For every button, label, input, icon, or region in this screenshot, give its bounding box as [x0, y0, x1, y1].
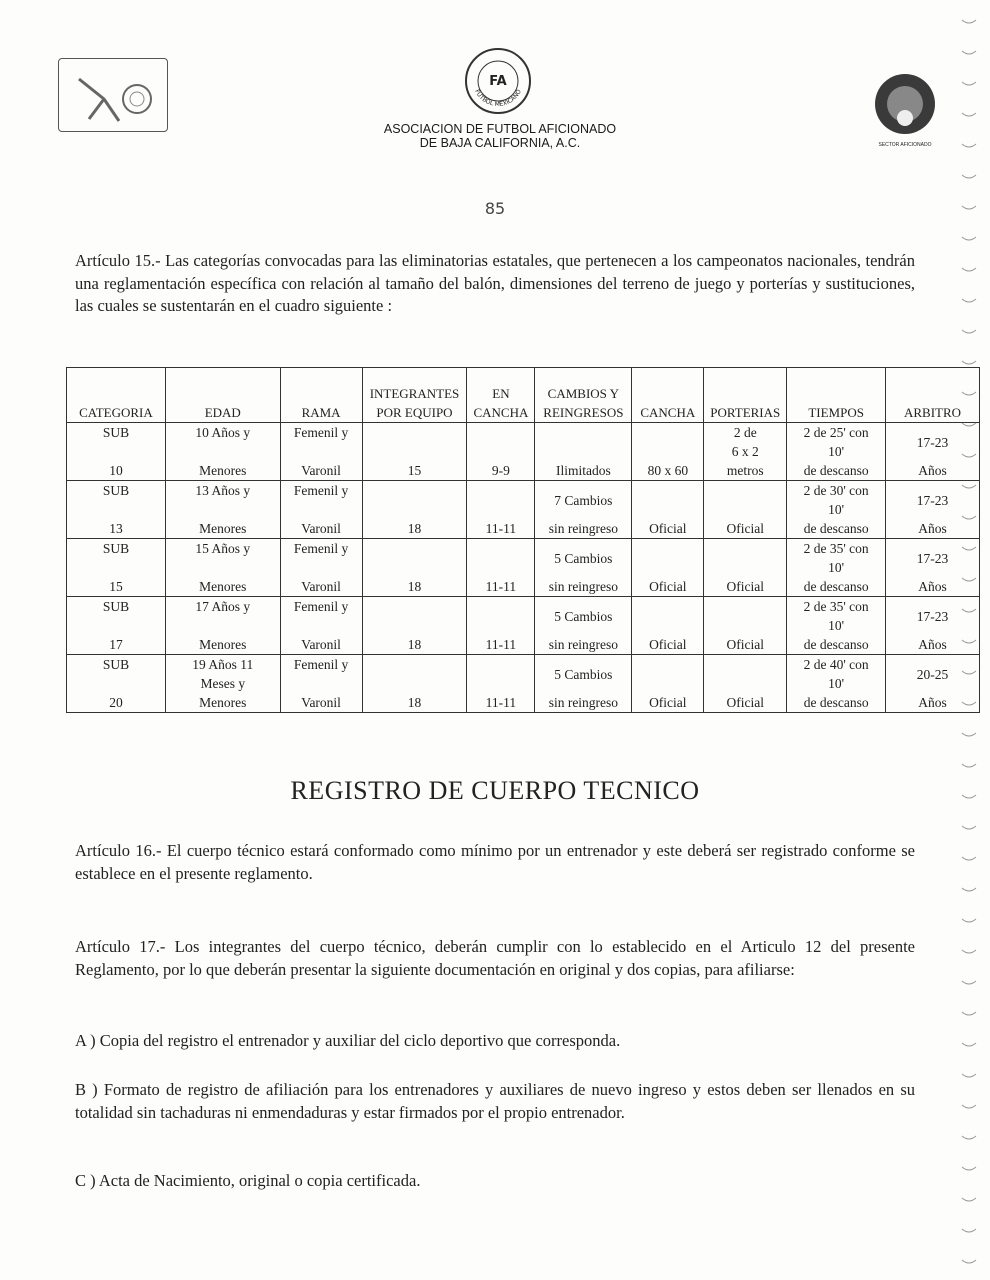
org-name-line2: DE BAJA CALIFORNIA, A.C.	[419, 136, 581, 150]
cell-line: Oficial	[726, 637, 764, 652]
cell-line: Oficial	[726, 579, 764, 594]
binding-mark	[962, 578, 976, 581]
article-15-label: Artículo 15.-	[75, 251, 161, 270]
cell-line: 17-23	[916, 550, 949, 566]
cell-line: Femenil y	[293, 483, 349, 498]
center-logo-text-path: FUTBOL MEXICANO	[473, 88, 523, 109]
cell-line: 17-23	[916, 492, 949, 508]
cell-cat	[67, 481, 166, 539]
table-row	[67, 423, 980, 481]
cell-porterias	[704, 597, 787, 655]
cell-rama	[280, 597, 362, 655]
binding-marks	[958, 0, 980, 1280]
cell-tiempos	[787, 655, 886, 713]
cell-line: sin reingreso	[548, 521, 619, 536]
cell-line: Oficial	[726, 521, 764, 536]
article-15	[75, 250, 915, 318]
cell-line: Menores	[199, 521, 247, 536]
cell-value: 11-11	[485, 579, 517, 594]
column-header	[165, 368, 280, 423]
cell-line: de descanso	[803, 695, 869, 710]
cell-line: de descanso	[803, 521, 869, 536]
cell-value: 9-9	[491, 463, 510, 478]
binding-mark	[962, 361, 976, 364]
cell-line: Femenil y	[293, 599, 349, 614]
cell-cambios	[535, 481, 632, 539]
org-name-line1: ASOCIACION DE FUTBOL AFICIONADO	[383, 122, 617, 136]
table-header-row	[67, 368, 980, 423]
binding-mark	[962, 1074, 976, 1077]
cell-integrantes	[362, 597, 467, 655]
page-number: 85	[484, 199, 506, 218]
binding-mark	[962, 51, 976, 54]
cell-value: 80 x 60	[647, 463, 689, 478]
binding-mark	[962, 888, 976, 891]
binding-mark	[962, 82, 976, 85]
binding-mark	[962, 1043, 976, 1046]
article-16-label: Artículo 16.-	[75, 841, 162, 860]
table-row	[67, 481, 980, 539]
cell-line: 17-23	[916, 434, 949, 450]
cell-line: 10'	[828, 502, 845, 517]
cell-line: 13 Años y	[195, 483, 251, 498]
binding-mark	[962, 1229, 976, 1232]
cell-value: Oficial	[649, 637, 687, 652]
cell-rama	[280, 423, 362, 481]
binding-mark	[962, 764, 976, 767]
column-header-line: INTEGRANTES	[369, 386, 460, 401]
cell-line: 15	[109, 579, 123, 594]
cell-line: SUB	[102, 541, 130, 556]
cell-cancha	[632, 481, 704, 539]
cell-line: Años	[918, 463, 947, 478]
cell-rama	[280, 539, 362, 597]
table-row	[67, 539, 980, 597]
cell-value: 18	[407, 521, 422, 536]
article-15-text: Las categorías convocadas para las eliminatorias estatales, que pertenecen a los campeonatos nacionales, tendrán una reglamentación específica con relación al tamaño del balón, dimensiones del terreno de juego y porterías y sustituciones, las cuales se sustentarán en el cuadro siguiente :	[75, 251, 916, 315]
article-16-text: El cuerpo técnico estará conformado como mínimo por un entrenador y este deberá ser registrado conforme se establece en el presente reglamento.	[75, 841, 915, 883]
cell-line: de descanso	[803, 463, 869, 478]
cell-cambios	[535, 597, 632, 655]
cell-rama	[280, 655, 362, 713]
cell-edad	[165, 481, 280, 539]
cell-line: 2 de	[733, 425, 757, 440]
right-logo	[868, 68, 942, 150]
cell-line: Años	[918, 695, 947, 710]
cell-line: 10 Años y	[195, 425, 251, 440]
cell-line: Varonil	[301, 637, 341, 652]
cell-line: 17 Años y	[195, 599, 251, 614]
article-16	[75, 840, 915, 885]
eagle-crest-icon	[870, 68, 940, 138]
binding-mark	[962, 299, 976, 302]
cell-line: SUB	[102, 657, 130, 672]
cell-line: 10'	[828, 444, 845, 459]
left-logo	[58, 58, 168, 132]
column-header	[280, 368, 362, 423]
section-title: REGISTRO DE CUERPO TECNICO	[290, 776, 700, 805]
column-header-line: ARBITRO	[904, 405, 962, 420]
cell-line: 15 Años y	[195, 541, 251, 556]
cell-line: metros	[726, 463, 764, 478]
cell-line: 7 Cambios	[554, 492, 613, 508]
binding-mark	[962, 1105, 976, 1108]
article-17-label: Artículo 17.-	[75, 937, 166, 956]
cell-porterias	[704, 423, 787, 481]
cell-line: 10'	[828, 618, 845, 633]
binding-mark	[962, 919, 976, 922]
column-header-line: REINGRESOS	[543, 405, 624, 420]
cell-line: 2 de 40' con	[803, 657, 869, 672]
cell-value: 18	[407, 695, 422, 710]
binding-mark	[962, 423, 976, 426]
binding-mark	[962, 330, 976, 333]
cell-line: 10'	[828, 676, 845, 691]
binding-mark	[962, 1012, 976, 1015]
cell-edad	[165, 539, 280, 597]
binding-mark	[962, 1260, 976, 1263]
binding-mark	[962, 1198, 976, 1201]
cell-value: 11-11	[485, 695, 517, 710]
cell-line: 20-25	[916, 666, 949, 682]
binding-mark	[962, 547, 976, 550]
cell-line: 5 Cambios	[554, 608, 613, 624]
cell-line: Varonil	[301, 521, 341, 536]
cell-en-cancha	[467, 539, 535, 597]
column-header-line: EDAD	[204, 405, 241, 420]
cell-line: Años	[918, 637, 947, 652]
cell-line: 5 Cambios	[554, 666, 613, 682]
cell-line: 2 de 30' con	[803, 483, 869, 498]
cell-line: sin reingreso	[548, 579, 619, 594]
cell-value: 18	[407, 637, 422, 652]
column-header-line: CATEGORIA	[79, 405, 153, 420]
table-row	[67, 655, 980, 713]
column-header-line: CAMBIOS Y	[547, 386, 620, 401]
cell-en-cancha	[467, 423, 535, 481]
binding-mark	[962, 175, 976, 178]
cell-line: Oficial	[726, 695, 764, 710]
cell-tiempos	[787, 481, 886, 539]
cell-cancha	[632, 423, 704, 481]
column-header	[704, 368, 787, 423]
cell-line: de descanso	[803, 579, 869, 594]
binding-mark	[962, 206, 976, 209]
cell-cambios	[535, 655, 632, 713]
cell-integrantes	[362, 539, 467, 597]
binding-mark	[962, 20, 976, 23]
binding-mark	[962, 702, 976, 705]
item-c	[75, 1170, 915, 1193]
cell-en-cancha	[467, 655, 535, 713]
binding-mark	[962, 1167, 976, 1170]
cell-line: Menores	[199, 695, 247, 710]
column-header-line: EN	[492, 386, 510, 401]
cell-line: 10'	[828, 560, 845, 575]
column-header-line: CANCHA	[640, 405, 696, 420]
cell-line: 2 de 25' con	[803, 425, 869, 440]
cell-value: Oficial	[649, 521, 687, 536]
cell-value: Oficial	[649, 695, 687, 710]
cell-value: 15	[407, 463, 422, 478]
item-c-text: Acta de Nacimiento, original o copia certificada.	[95, 1171, 421, 1190]
cell-line: Varonil	[301, 463, 341, 478]
cell-line: 13	[109, 521, 123, 536]
binding-mark	[962, 237, 976, 240]
cell-porterias	[704, 481, 787, 539]
center-logo-text	[473, 88, 523, 108]
binding-mark	[962, 671, 976, 674]
cell-cambios	[535, 423, 632, 481]
cell-line: SUB	[102, 483, 130, 498]
binding-mark	[962, 733, 976, 736]
cell-value: 18	[407, 579, 422, 594]
cell-value: 11-11	[485, 521, 517, 536]
cell-line: Femenil y	[293, 657, 349, 672]
cell-integrantes	[362, 481, 467, 539]
binding-mark	[962, 454, 976, 457]
binding-mark	[962, 609, 976, 612]
cell-tiempos	[787, 597, 886, 655]
cell-line: Años	[918, 521, 947, 536]
binding-mark	[962, 516, 976, 519]
cell-line: 19 Años 11	[192, 657, 254, 672]
column-header	[362, 368, 467, 423]
cell-line: Menores	[199, 463, 247, 478]
cell-line: Menores	[199, 637, 247, 652]
cell-tiempos	[787, 423, 886, 481]
cell-rama	[280, 481, 362, 539]
binding-mark	[962, 113, 976, 116]
binding-mark	[962, 826, 976, 829]
cell-line: Ilimitados	[556, 463, 611, 478]
cell-value: 11-11	[485, 637, 517, 652]
cell-line: Femenil y	[293, 541, 349, 556]
item-a-label: A )	[75, 1031, 96, 1050]
cell-line: sin reingreso	[548, 637, 619, 652]
cell-line: Varonil	[301, 695, 341, 710]
cell-en-cancha	[467, 481, 535, 539]
column-header	[67, 368, 166, 423]
column-header	[632, 368, 704, 423]
binding-mark	[962, 857, 976, 860]
cell-porterias	[704, 655, 787, 713]
column-header	[787, 368, 886, 423]
column-header	[535, 368, 632, 423]
cell-line: 17-23	[916, 608, 949, 624]
item-c-label: C )	[75, 1171, 96, 1190]
cell-cat	[67, 539, 166, 597]
cell-edad	[165, 655, 280, 713]
binding-mark	[962, 392, 976, 395]
cell-line: SUB	[102, 425, 130, 440]
column-header	[467, 368, 535, 423]
binding-mark	[962, 144, 976, 147]
cell-integrantes	[362, 423, 467, 481]
cell-en-cancha	[467, 597, 535, 655]
cell-line: Años	[918, 579, 947, 594]
cell-cancha	[632, 539, 704, 597]
cell-edad	[165, 597, 280, 655]
item-a	[75, 1030, 915, 1053]
cell-integrantes	[362, 655, 467, 713]
cell-line: 20	[109, 695, 123, 710]
cell-line: 2 de 35' con	[803, 541, 869, 556]
soccer-player-icon	[59, 59, 167, 131]
cell-line: Femenil y	[293, 425, 349, 440]
item-a-text: Copia del registro el entrenador y auxiliar del ciclo deportivo que corresponda.	[95, 1031, 621, 1050]
binding-mark	[962, 950, 976, 953]
binding-mark	[962, 268, 976, 271]
cell-line: SUB	[102, 599, 130, 614]
cell-line: 2 de 35' con	[803, 599, 869, 614]
binding-mark	[962, 1136, 976, 1139]
cell-value: Oficial	[649, 579, 687, 594]
cell-cat	[67, 655, 166, 713]
cell-line: Meses y	[200, 676, 246, 691]
column-header-line: CANCHA	[473, 405, 529, 420]
binding-mark	[962, 981, 976, 984]
svg-text:FA: FA	[489, 74, 507, 89]
item-b-text: Formato de registro de afiliación para los entrenadores y auxiliares de nuevo ingreso y estos deben ser llenados en su totalidad sin tachaduras ni enmendaduras y estar firmados por el propio entrenador.	[75, 1080, 915, 1122]
binding-mark	[962, 795, 976, 798]
column-header-line: RAMA	[301, 405, 341, 420]
item-b	[75, 1079, 915, 1124]
categories-table	[66, 367, 980, 713]
center-logo	[463, 46, 533, 116]
column-header-line: PORTERIAS	[710, 405, 781, 420]
cell-cancha	[632, 597, 704, 655]
cell-line: 17	[109, 637, 123, 652]
cell-cancha	[632, 655, 704, 713]
cell-edad	[165, 423, 280, 481]
column-header-line: TIEMPOS	[808, 405, 864, 420]
cell-line: sin reingreso	[548, 695, 619, 710]
cell-line: de descanso	[803, 637, 869, 652]
org-header	[300, 122, 700, 150]
item-b-label: B )	[75, 1080, 98, 1099]
cell-porterias	[704, 539, 787, 597]
cell-line: 10	[109, 463, 123, 478]
cell-cambios	[535, 539, 632, 597]
table-row	[67, 597, 980, 655]
article-17-text: Los integrantes del cuerpo técnico, deberán cumplir con lo establecido en el Articulo 12 del presente Reglamento, por lo que deberán presentar la siguiente documentación en original y dos copias, para afiliarse:	[75, 937, 915, 979]
binding-mark	[962, 485, 976, 488]
cell-line: Varonil	[301, 579, 341, 594]
cell-line: 5 Cambios	[554, 550, 613, 566]
binding-mark	[962, 640, 976, 643]
column-header-line: POR EQUIPO	[376, 405, 453, 420]
cell-cat	[67, 423, 166, 481]
right-logo-caption: SECTOR AFICIONADO	[878, 142, 932, 148]
cell-tiempos	[787, 539, 886, 597]
cell-line: Menores	[199, 579, 247, 594]
cell-line: 6 x 2	[731, 444, 759, 459]
article-17	[75, 936, 915, 981]
cell-cat	[67, 597, 166, 655]
